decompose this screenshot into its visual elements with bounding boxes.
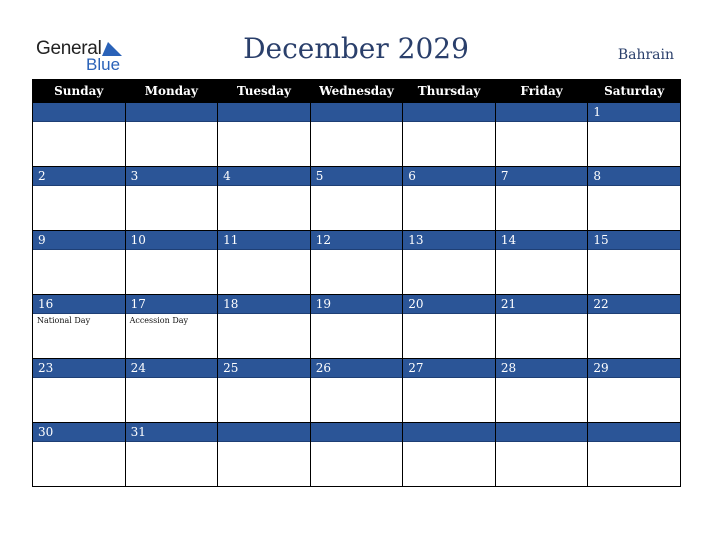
- day-number: 29: [588, 359, 680, 378]
- day-cell: [218, 231, 311, 295]
- day-number: 21: [496, 295, 588, 314]
- day-cell: [33, 295, 126, 359]
- day-cell: [588, 231, 681, 295]
- day-cell: [33, 359, 126, 423]
- day-number: 5: [311, 167, 403, 186]
- day-number: 4: [218, 167, 310, 186]
- day-number: [33, 103, 125, 122]
- day-cell: [310, 103, 403, 167]
- day-cell: [310, 359, 403, 423]
- day-cell: [218, 167, 311, 231]
- logo-general-text: General: [36, 38, 102, 59]
- week-row: [33, 423, 681, 487]
- day-number: 28: [496, 359, 588, 378]
- day-cell: [495, 359, 588, 423]
- day-number: 30: [33, 423, 125, 442]
- day-cell: [588, 359, 681, 423]
- day-number: 16: [33, 295, 125, 314]
- logo-blue-text: Blue: [86, 55, 121, 74]
- day-number: 22: [588, 295, 680, 314]
- day-cell: [125, 423, 218, 487]
- day-number: 17: [126, 295, 218, 314]
- page-title: December 2029: [243, 32, 469, 65]
- week-row: [33, 295, 681, 359]
- day-number: 13: [403, 231, 495, 250]
- day-cell: [310, 231, 403, 295]
- day-number: 12: [311, 231, 403, 250]
- day-cell: [495, 103, 588, 167]
- day-number: 2: [33, 167, 125, 186]
- day-cell: [218, 423, 311, 487]
- day-number: [311, 103, 403, 122]
- day-number: [588, 423, 680, 442]
- day-number: 26: [311, 359, 403, 378]
- day-number: 7: [496, 167, 588, 186]
- day-number: [218, 103, 310, 122]
- day-number: [403, 423, 495, 442]
- day-number: 27: [403, 359, 495, 378]
- day-cell: [125, 295, 218, 359]
- day-number: 3: [126, 167, 218, 186]
- day-cell: [403, 295, 496, 359]
- day-number: [403, 103, 495, 122]
- day-cell: [403, 103, 496, 167]
- holiday-label: Accession Day: [129, 316, 189, 325]
- day-cell: [310, 423, 403, 487]
- day-cell: [33, 423, 126, 487]
- day-number: 1: [588, 103, 680, 122]
- week-row: [33, 167, 681, 231]
- day-number: [126, 103, 218, 122]
- weekday-header: Friday: [495, 80, 588, 103]
- day-cell: [125, 231, 218, 295]
- day-cell: [403, 423, 496, 487]
- day-number: [311, 423, 403, 442]
- day-number: [496, 423, 588, 442]
- weekday-header-row: [33, 80, 681, 103]
- day-number: 10: [126, 231, 218, 250]
- calendar-grid: [32, 79, 681, 487]
- day-number: 23: [33, 359, 125, 378]
- day-number: [496, 103, 588, 122]
- day-cell: [218, 295, 311, 359]
- day-cell: [403, 231, 496, 295]
- day-cell: [33, 231, 126, 295]
- day-cell: [218, 103, 311, 167]
- day-cell: [495, 167, 588, 231]
- day-cell: [33, 167, 126, 231]
- holiday-label: National Day: [37, 316, 91, 325]
- day-number: [218, 423, 310, 442]
- day-number: 6: [403, 167, 495, 186]
- day-cell: [125, 103, 218, 167]
- day-number: 8: [588, 167, 680, 186]
- day-number: 9: [33, 231, 125, 250]
- day-number: 14: [496, 231, 588, 250]
- weekday-header: Wednesday: [310, 80, 403, 103]
- day-cell: [310, 295, 403, 359]
- day-cell: [310, 167, 403, 231]
- day-number: 25: [218, 359, 310, 378]
- day-cell: [588, 167, 681, 231]
- day-number: 18: [218, 295, 310, 314]
- day-cell: [495, 231, 588, 295]
- country-label: Bahrain: [617, 47, 674, 63]
- day-number: 11: [218, 231, 310, 250]
- weekday-header: Sunday: [33, 80, 126, 103]
- day-cell: [33, 103, 126, 167]
- day-number: 20: [403, 295, 495, 314]
- week-row: [33, 359, 681, 423]
- day-cell: [403, 359, 496, 423]
- day-cell: [403, 167, 496, 231]
- day-number: 24: [126, 359, 218, 378]
- day-cell: [125, 167, 218, 231]
- day-number: 15: [588, 231, 680, 250]
- day-number: 19: [311, 295, 403, 314]
- weekday-header: Thursday: [403, 80, 496, 103]
- weekday-header: Saturday: [588, 80, 681, 103]
- day-cell: [588, 295, 681, 359]
- day-cell: [495, 295, 588, 359]
- day-number: 31: [126, 423, 218, 442]
- week-row: [33, 231, 681, 295]
- day-cell: [588, 423, 681, 487]
- day-cell: [495, 423, 588, 487]
- weekday-header: Monday: [125, 80, 218, 103]
- day-cell: [588, 103, 681, 167]
- day-cell: [218, 359, 311, 423]
- week-row: [33, 103, 681, 167]
- weekday-header: Tuesday: [218, 80, 311, 103]
- day-cell: [125, 359, 218, 423]
